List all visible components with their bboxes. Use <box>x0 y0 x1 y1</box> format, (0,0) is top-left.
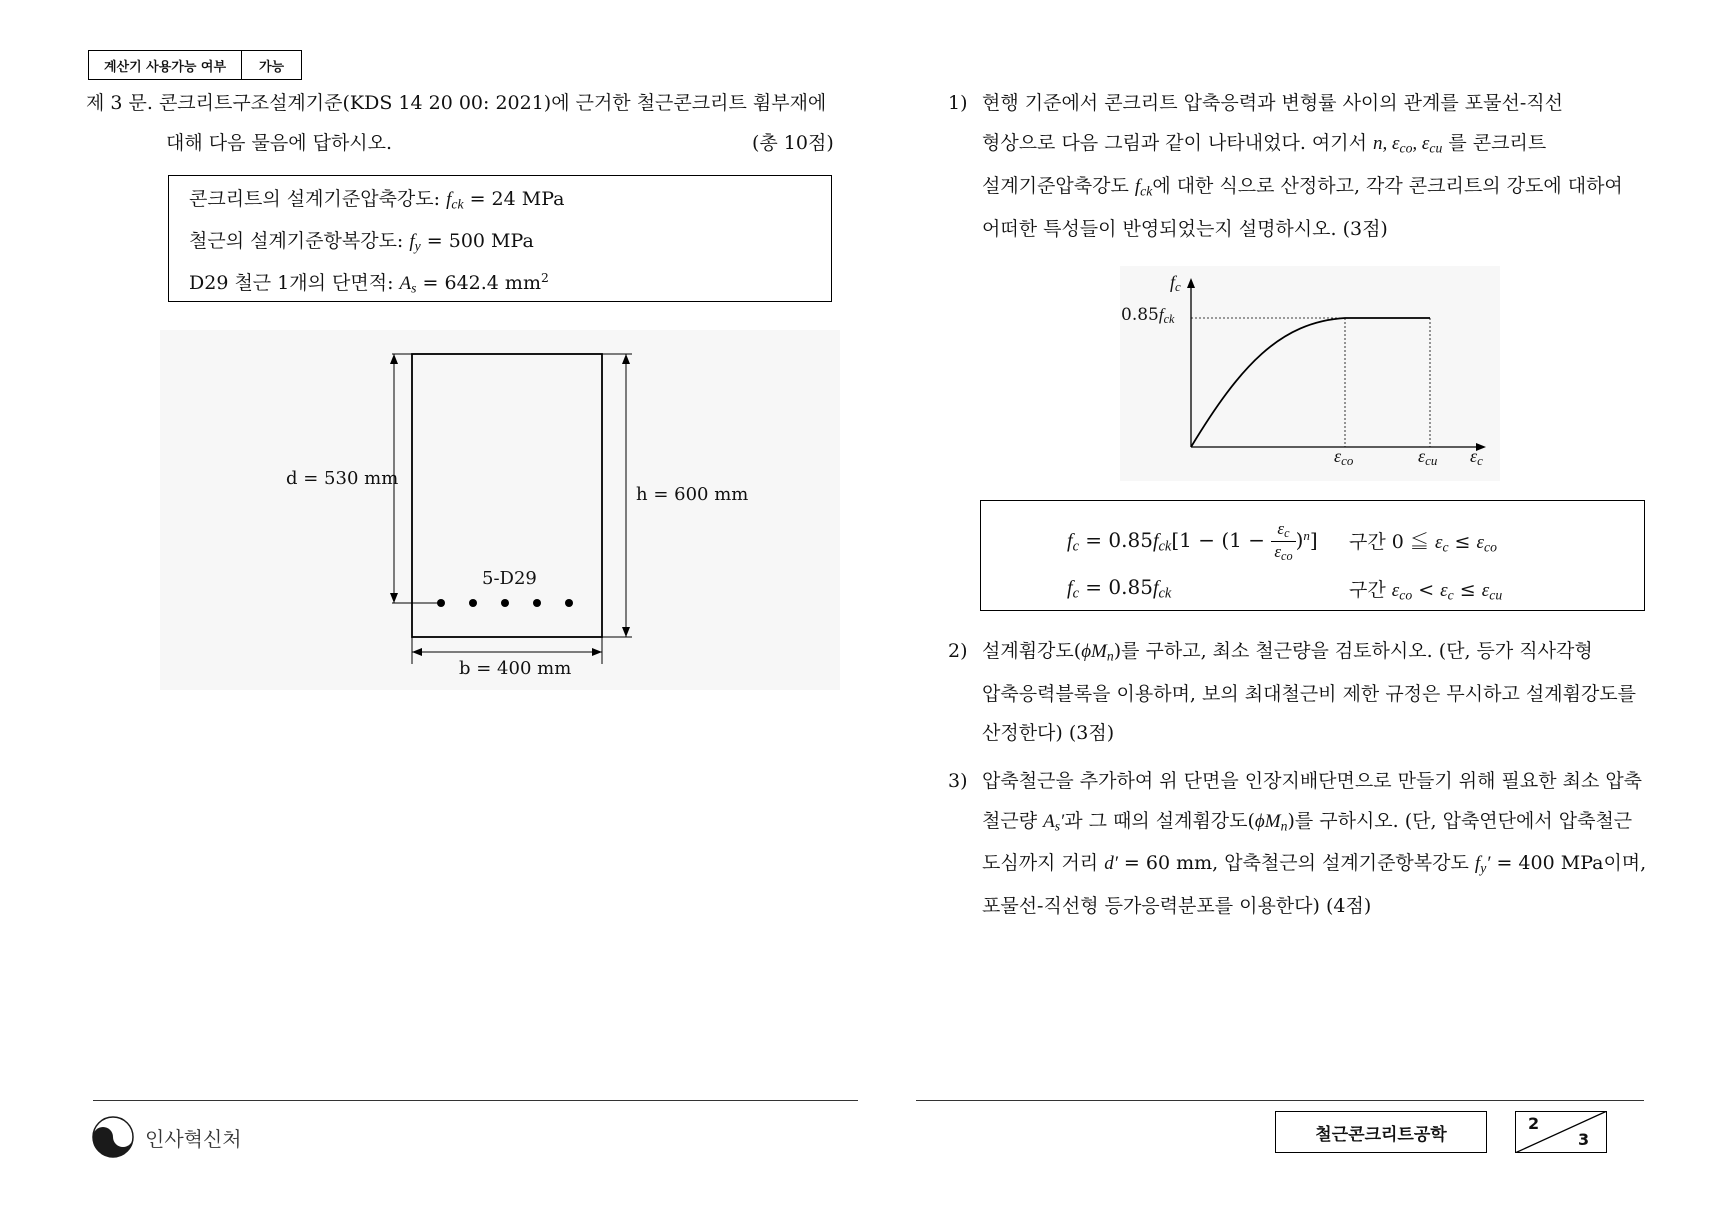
chart-x-tick-ecu-text: ε <box>1418 446 1426 466</box>
q3-line3: 도심까지 거리 d′ = 60 mm, 압축철근의 설계기준항복강도 $f_y' = 400$ MPa이며, <box>982 852 1647 876</box>
chart-x-axis-label: $\varepsilon_c$ <box>1470 446 1483 469</box>
rebar-5 <box>565 599 573 607</box>
d-label: d = 530 mm <box>286 468 399 489</box>
question-points: (총 10점) <box>752 132 834 154</box>
given-row-as: D29 철근 1개의 단면적: $A_s = 642.4$ $mm^2$ <box>189 271 549 296</box>
given-as-value: = 642.4 mm <box>422 272 541 294</box>
q3-line2-end: )를 구하시오. (단, 압축연단에서 압축철근 <box>1287 810 1633 832</box>
question-line1: 제 3 문. 콘크리트구조설계기준(KDS 14 20 00: 2021)에 근거한 철근콘크리트 휨부재에 <box>86 92 827 114</box>
given-as-label: D29 철근 1개의 단면적: <box>189 272 394 294</box>
eps-fraction: $\varepsilon_c$ $\varepsilon_{co}$ <box>1271 519 1295 564</box>
question-line2: 대해 다음 물음에 답하시오. <box>166 132 393 154</box>
equation-1-range: 구간 0 ≦ $\varepsilon_c \le \varepsilon_{co}$ <box>1349 531 1497 555</box>
chart-y-label: $f_c$ <box>1170 272 1181 295</box>
bars-label: 5-D29 <box>482 568 537 589</box>
q3-line2: 철근량 $A_s'$과 그 때의 설계휨강도$(\phi M_n)$를 구하시오. (단, 압축연단에서 압축철근 <box>982 810 1633 834</box>
subject-box <box>1275 1111 1487 1153</box>
q3-line2-start: 철근량 <box>982 810 1038 832</box>
q3-line3-mid: = 60 mm, 압축철근의 설계기준항복강도 <box>1123 852 1469 874</box>
chart-x-tick-eco: $\varepsilon_{co}$ <box>1334 446 1354 469</box>
equations-box <box>980 500 1645 611</box>
chart-x-tick-ecu: $\varepsilon_{cu}$ <box>1418 446 1438 469</box>
b-label: b = 400 mm <box>459 658 572 679</box>
equation-2: $f_c = 0.85f_{ck}$ <box>1067 575 1172 602</box>
calculator-value: 가능 <box>258 59 285 75</box>
q2-line1-end: )를 구하고, 최소 철근량을 검토하시오. (단, 등가 직사각형 <box>1113 640 1593 662</box>
q3-line3-start: 도심까지 거리 <box>982 852 1099 874</box>
equation-2-range-label: 구간 <box>1349 579 1386 601</box>
chart-y-label-text: f <box>1170 272 1176 292</box>
q3-line2-mid: 과 그 때의 설계휨강도( <box>1064 810 1255 832</box>
q1-line3: 설계기준압축강도 $f_{ck}$에 대한 식으로 산정하고, 각각 콘크리트의 강도에 대하여 <box>982 175 1623 199</box>
chart-y-tick: $0.85f_{ck}$ <box>1121 305 1175 327</box>
q2-line2: 압축응력블록을 이용하며, 보의 최대철근비 제한 규정은 무시하고 설계휨강도를 <box>982 683 1637 705</box>
q1-line2: 형상으로 다음 그림과 같이 나타내었다. 여기서 n, $\varepsilon_{co}$, $\varepsilon_{cu}$ 를 콘크리트 <box>982 132 1547 156</box>
q2-line3: 산정한다) (3점) <box>982 722 1115 744</box>
q1-line1: 현행 기준에서 콘크리트 압축응력과 변형률 사이의 관계를 포물선-직선 <box>982 92 1563 114</box>
rebar-1 <box>437 599 445 607</box>
given-row-fy: 철근의 설계기준항복강도: $f_y = 500$ MPa <box>189 230 534 254</box>
page-number-box <box>1515 1111 1607 1153</box>
calculator-label: 계산기 사용가능 여부 <box>89 51 242 79</box>
q2-line1: 설계휨강도$(\phi M_n)$를 구하고, 최소 철근량을 검토하시오. (단, 등가 직사각형 <box>982 640 1593 664</box>
rebar-3 <box>501 599 509 607</box>
chart-x-tick-eco-text: ε <box>1334 446 1342 466</box>
government-logo-icon <box>91 1115 135 1159</box>
given-values-box <box>168 175 832 302</box>
chart-x-axis-label-text: ε <box>1470 446 1478 466</box>
q2-number: 2) <box>948 640 968 662</box>
calculator-table <box>88 50 302 80</box>
footer-rule-right <box>916 1100 1644 1101</box>
footer-org-name: 인사혁신처 <box>145 1127 242 1151</box>
equation-1: $f_c = 0.85f_{ck}[1 - (1$ − $\varepsilon_c$ $\varepsilon_{co}$ )$^n$] <box>1067 519 1318 564</box>
rebar-4 <box>533 599 541 607</box>
q1-line2-end: 를 콘크리트 <box>1448 132 1547 154</box>
rebar-2 <box>469 599 477 607</box>
stress-strain-chart <box>1120 266 1500 481</box>
given-fy-label: 철근의 설계기준항복강도: <box>189 230 404 252</box>
q1-line4: 어떠한 특성들이 반영되었는지 설명하시오. (3점) <box>982 218 1388 240</box>
page-total: 3 <box>1578 1130 1590 1149</box>
q1-line3-end: 에 대한 식으로 산정하고, 각각 콘크리트의 강도에 대하여 <box>1152 175 1623 197</box>
given-as-exponent: 2 <box>540 271 549 286</box>
equation-2-range: 구간 $\varepsilon_{co} < \varepsilon_c \le \varepsilon_{cu}$ <box>1349 579 1503 603</box>
given-fck-value: = 24 MPa <box>469 188 565 210</box>
given-row-fck: 콘크리트의 설계기준압축강도: $f_{ck} = 24$ MPa <box>189 188 565 212</box>
chart-y-tick-text: 0.85 <box>1121 305 1159 325</box>
q1-line2-start: 형상으로 다음 그림과 같이 나타내었다. 여기서 <box>982 132 1367 154</box>
q3-line4: 포물선-직선형 등가응력분포를 이용한다) (4점) <box>982 895 1372 917</box>
h-label: h = 600 mm <box>636 484 749 505</box>
subject-name: 철근콘크리트공학 <box>1315 1124 1447 1145</box>
diagram-background <box>160 330 840 690</box>
q3-number: 3) <box>948 770 968 792</box>
beam-section-diagram <box>160 330 840 690</box>
footer-rule-left <box>93 1100 858 1101</box>
q1-line3-start: 설계기준압축강도 <box>982 175 1129 197</box>
given-fy-value: = 500 MPa <box>426 230 534 252</box>
q3-line1: 압축철근을 추가하여 위 단면을 인장지배단면으로 만들기 위해 필요한 최소 압축 <box>982 770 1643 792</box>
page-current: 2 <box>1528 1114 1540 1133</box>
given-fck-label: 콘크리트의 설계기준압축강도: <box>189 188 441 210</box>
equation-1-range-label: 구간 <box>1349 531 1386 553</box>
q1-number: 1) <box>948 92 968 114</box>
chart-background <box>1120 266 1500 481</box>
q3-line3-end: = 400 MPa이며, <box>1496 852 1647 874</box>
q2-line1-start: 설계휨강도( <box>982 640 1082 662</box>
